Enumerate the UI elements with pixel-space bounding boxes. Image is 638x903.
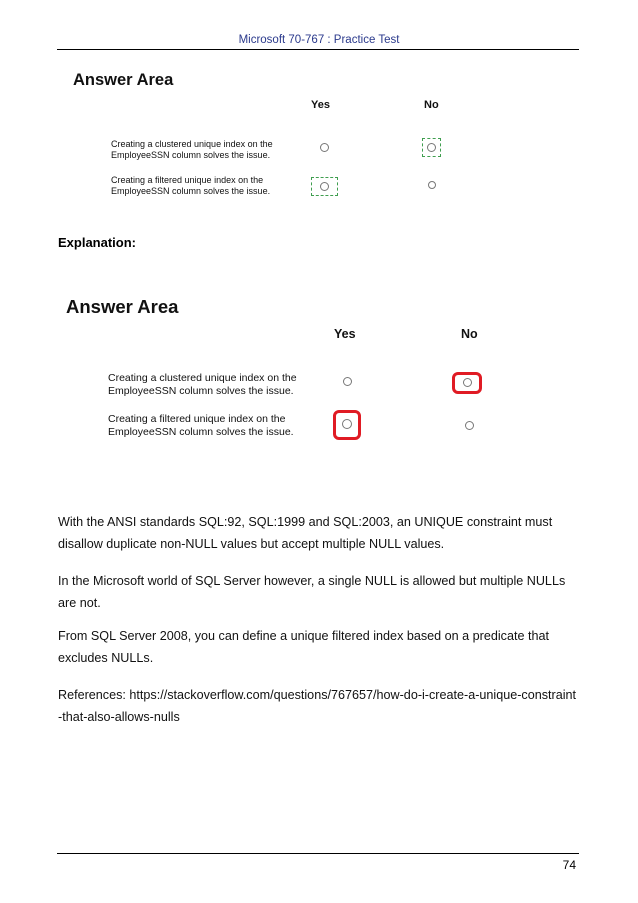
statement-2-no-radio[interactable] bbox=[465, 421, 474, 430]
statement-1 bbox=[111, 139, 273, 161]
explanation-paragraph-2: In the Microsoft world of SQL Server however, a single NULL is allowed but multiple NULLs are not. bbox=[58, 574, 566, 610]
statement-1-yes-radio[interactable] bbox=[343, 377, 352, 386]
statement-1-line1: Creating a clustered unique index on the bbox=[108, 372, 297, 384]
statement-2-line1: Creating a filtered unique index on the bbox=[111, 175, 264, 185]
explanation-label: Explanation: bbox=[58, 235, 137, 250]
footer-rule bbox=[57, 853, 579, 854]
page-header-title: Microsoft 70-767 : Practice Test bbox=[238, 34, 400, 46]
no-column-header: No bbox=[424, 99, 439, 111]
no-column-header: No bbox=[461, 327, 478, 341]
explanation-paragraph-3: From SQL Server 2008, you can define a unique filtered index based on a predicate that excludes NULLs. bbox=[58, 629, 549, 665]
statement-1-line2: EmployeeSSN column solves the issue. bbox=[111, 149, 271, 160]
explanation-paragraph-1: With the ANSI standards SQL:92, SQL:1999 and SQL:2003, an UNIQUE constraint must disallow duplicate non-NULL values but accept multiple NULL values. bbox=[58, 515, 553, 551]
yes-column-header: Yes bbox=[334, 327, 356, 341]
statement-1-line1: Creating a clustered unique index on the bbox=[111, 139, 273, 149]
statement-1-yes-radio[interactable] bbox=[320, 143, 329, 152]
statement-1 bbox=[108, 372, 297, 397]
statement-2-line2: EmployeeSSN column solves the issue. bbox=[108, 425, 294, 438]
statement-1-no-radio[interactable] bbox=[463, 378, 472, 387]
statement-2-line2: EmployeeSSN column solves the issue. bbox=[111, 185, 271, 196]
statement-1-line2: EmployeeSSN column solves the issue. bbox=[108, 384, 294, 397]
statement-2 bbox=[108, 413, 294, 438]
statement-2-no-radio[interactable] bbox=[428, 181, 436, 189]
statement-2 bbox=[111, 175, 270, 197]
statement-2-yes-radio[interactable] bbox=[342, 419, 352, 429]
question-answer-area bbox=[0, 0, 638, 230]
references-paragraph: References: https://stackoverflow.com/questions/767657/how-do-i-create-a-unique-constraint-that-also-allows-nulls bbox=[58, 688, 577, 724]
statement-2-yes-radio[interactable] bbox=[320, 182, 329, 191]
statement-2-line1: Creating a filtered unique index on the bbox=[108, 413, 286, 425]
yes-column-header: Yes bbox=[311, 99, 330, 111]
explanation-answer-area bbox=[0, 280, 638, 460]
page-number: 74 bbox=[562, 858, 576, 872]
statement-1-no-radio[interactable] bbox=[427, 143, 436, 152]
answer-area-title: Answer Area bbox=[73, 71, 174, 89]
answer-area-title: Answer Area bbox=[66, 296, 179, 317]
